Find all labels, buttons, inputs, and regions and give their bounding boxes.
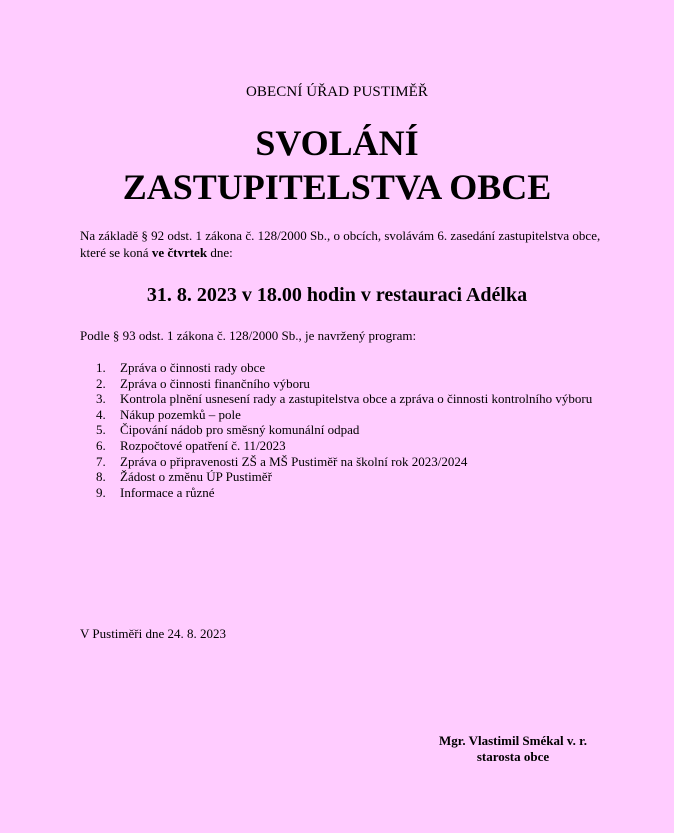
meeting-date-place: 31. 8. 2023 v 18.00 hodin v restauraci Adélka bbox=[146, 284, 528, 306]
signature-name: Mgr. Vlastimil Smékal v. r. bbox=[439, 733, 587, 748]
signature-role: starosta obce bbox=[476, 749, 550, 764]
program-item-number: 1. bbox=[96, 360, 106, 375]
program-item-number: 5. bbox=[96, 422, 106, 438]
program-item-number: 6. bbox=[96, 437, 106, 453]
title-line-2: ZASTUPITELSTVA OBCE bbox=[122, 167, 552, 207]
program-item-number: 3. bbox=[96, 391, 106, 407]
program-item bbox=[96, 454, 600, 470]
program-item-text: Zpráva o činnosti finančního výboru bbox=[120, 375, 310, 391]
program-item-text: Zpráva o činnosti rady obce bbox=[120, 360, 266, 375]
title-line-1: SVOLÁNÍ bbox=[255, 123, 419, 163]
program-item-number: 9. bbox=[96, 484, 106, 500]
program-item bbox=[96, 422, 600, 438]
program-item-text: Čipování nádob pro směsný komunální odpad bbox=[120, 422, 360, 438]
program-item-text: Žádost o změnu ÚP Pustiměř bbox=[120, 469, 272, 485]
program-item-text: Rozpočtové opatření č. 11/2023 bbox=[120, 437, 286, 453]
place-and-date: V Pustiměři dne 24. 8. 2023 bbox=[80, 626, 227, 641]
program-list bbox=[96, 360, 600, 500]
program-item bbox=[96, 469, 600, 485]
program-item bbox=[96, 391, 600, 407]
program-item bbox=[96, 376, 600, 392]
program-item-number: 8. bbox=[96, 469, 106, 485]
program-intro: Podle § 93 odst. 1 zákona č. 128/2000 Sb., je navržený program: bbox=[80, 328, 417, 343]
intro-paragraph bbox=[80, 227, 620, 261]
signature-block bbox=[413, 733, 613, 765]
program-item-number: 7. bbox=[96, 453, 106, 469]
intro-text-end: dne: bbox=[207, 245, 233, 260]
intro-text-start: Na základě § 92 odst. 1 zákona č. 128/2000 Sb., o obcích, svolávám 6. zasedání zastupitelstva obce, které se koná bbox=[80, 228, 601, 260]
document-title bbox=[0, 121, 674, 209]
program-item-number: 2. bbox=[96, 375, 106, 391]
program-item-text: Nákup pozemků – pole bbox=[120, 406, 241, 422]
program-item bbox=[96, 438, 600, 454]
office-name: OBECNÍ ÚŘAD PUSTIMĚŘ bbox=[245, 84, 428, 100]
program-item bbox=[96, 360, 600, 376]
program-item bbox=[96, 407, 600, 423]
program-item-text: Informace a různé bbox=[120, 484, 215, 500]
program-item-text: Kontrola plnění usnesení rady a zastupitelstva obce a zpráva o činnosti kontrolního výboru bbox=[120, 391, 593, 407]
program-item-text: Zpráva o připravenosti ZŠ a MŠ Pustiměř na školní rok 2023/2024 bbox=[120, 453, 468, 469]
intro-text-bold: ve čtvrtek bbox=[151, 245, 208, 260]
program-item-number: 4. bbox=[96, 406, 106, 422]
program-item bbox=[96, 485, 600, 501]
